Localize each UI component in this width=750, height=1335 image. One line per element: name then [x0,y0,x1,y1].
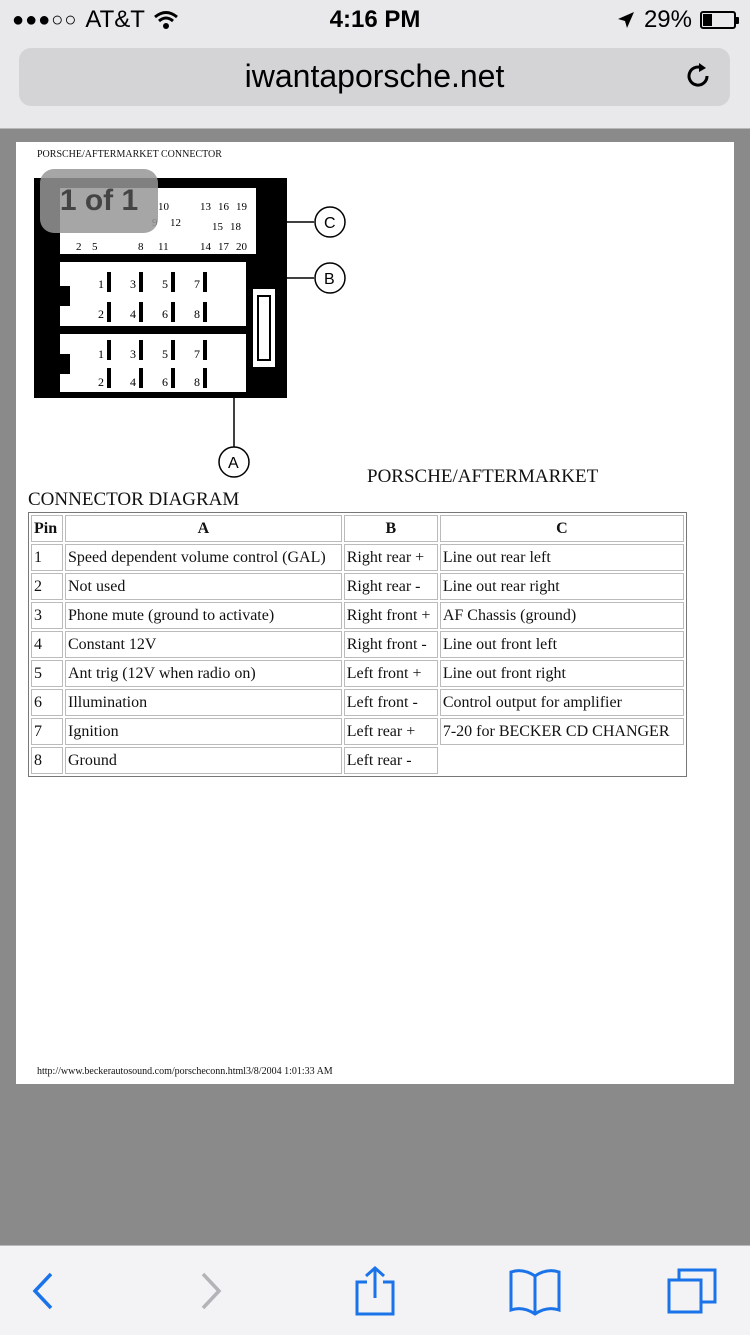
table-cell: 8 [31,747,63,774]
table-cell: 2 [31,573,63,600]
browser-top-chrome [0,0,750,129]
table-cell: 6 [31,689,63,716]
pin-label-c: 19 [236,201,247,213]
table-cell: Control output for amplifier [440,689,684,716]
table-cell: Right rear + [344,544,438,571]
status-time: 4:16 PM [329,6,421,33]
url-text[interactable]: iwantaporsche.net [244,58,505,94]
carrier-label: AT&T [85,6,145,33]
bookmarks-icon[interactable] [507,1266,563,1316]
pin-label-a: 1 [98,347,104,361]
table-cell: Line out front right [440,660,684,687]
signal-strength-icon: ●●●○○ [12,8,78,31]
table-cell: 7 [31,718,63,745]
callout-a: A [228,455,239,472]
pin-label-c: 20 [236,241,247,253]
pinout-table [28,512,687,777]
pin-label-a: 4 [130,375,136,389]
battery-icon [700,11,736,29]
table-row [31,747,684,774]
page-indicator: 1 of 1 [40,169,158,233]
table-cell: Left rear - [344,747,438,774]
pin-label-c: 2 [76,241,82,253]
pin-label-a: 5 [162,347,168,361]
column-header: B [344,515,438,542]
table-cell: 3 [31,602,63,629]
share-icon[interactable] [347,1266,403,1316]
table-cell: Ground [65,747,342,774]
pin-label-c: 17 [218,241,229,253]
table-cell: Illumination [65,689,342,716]
table-cell: Left front + [344,660,438,687]
pin-label-c: 13 [200,201,211,213]
diagram-caption-right: PORSCHE/AFTERMARKET [367,466,599,487]
pin-label-c: 18 [230,221,241,233]
table-row [31,544,684,571]
pin-label-c: 11 [158,241,169,253]
table-row [31,631,684,658]
table-cell: Left front - [344,689,438,716]
pin-label-b: 2 [98,307,104,321]
battery-level [703,14,712,26]
callout-c: C [324,215,336,232]
table-row [31,660,684,687]
column-header: C [440,515,684,542]
pin-label-b: 1 [98,277,104,291]
location-arrow-icon [616,10,636,30]
pin-label-b: 4 [130,307,136,321]
tabs-icon[interactable] [665,1266,721,1316]
table-cell: Line out rear right [440,573,684,600]
column-header: Pin [31,515,63,542]
column-header: A [65,515,342,542]
diagram-caption-left: CONNECTOR DIAGRAM [28,489,240,510]
status-right [616,6,736,34]
table-cell: Constant 12V [65,631,342,658]
table-cell: Speed dependent volume control (GAL) [65,544,342,571]
pin-label-b: 8 [194,307,200,321]
table-header-row [31,515,684,542]
pin-label-c: 5 [92,241,98,253]
table-cell: 4 [31,631,63,658]
pin-label-b: 6 [162,307,168,321]
pin-label-b: 7 [194,277,200,291]
pin-label-a: 8 [194,375,200,389]
pin-label-c: 15 [212,221,223,233]
table-cell: Right front - [344,631,438,658]
table-row [31,689,684,716]
table-row [31,718,684,745]
document-header: PORSCHE/AFTERMARKET CONNECTOR [37,149,222,160]
table-cell [440,747,684,774]
pin-label-a: 6 [162,375,168,389]
address-bar[interactable] [19,48,730,106]
table-row [31,602,684,629]
table-cell: Line out rear left [440,544,684,571]
table-cell: Ant trig (12V when radio on) [65,660,342,687]
pin-label-b: 5 [162,277,168,291]
document-footer: http://www.beckerautosound.com/porscheconn.html3/8/2004 1:01:33 AM [37,1066,333,1077]
table-cell: Phone mute (ground to activate) [65,602,342,629]
table-cell: Ignition [65,718,342,745]
pin-label-b: 3 [130,277,136,291]
browser-toolbar [0,1245,750,1335]
pin-label-c: 16 [218,201,229,213]
table-cell: 7-20 for BECKER CD CHANGER [440,718,684,745]
reload-icon[interactable] [682,60,714,92]
pin-label-c: 14 [200,241,211,253]
pdf-page[interactable] [16,142,734,1084]
callout-b: B [324,271,335,288]
pin-label-c: 12 [170,217,181,229]
pin-label-a: 2 [98,375,104,389]
pin-label-a: 3 [130,347,136,361]
table-cell: 1 [31,544,63,571]
back-icon[interactable] [15,1266,71,1316]
pin-label-a: 7 [194,347,200,361]
table-row [31,573,684,600]
pin-label-c: 10 [158,201,169,213]
battery-percent: 29% [643,6,692,33]
table-cell: Line out front left [440,631,684,658]
table-cell: Left rear + [344,718,438,745]
table-cell: AF Chassis (ground) [440,602,684,629]
forward-icon[interactable] [183,1266,239,1316]
table-cell: Not used [65,573,342,600]
table-cell: Right front + [344,602,438,629]
status-bar [0,0,750,40]
pin-label-c: 8 [138,241,144,253]
table-cell: Right rear - [344,573,438,600]
table-cell: 5 [31,660,63,687]
